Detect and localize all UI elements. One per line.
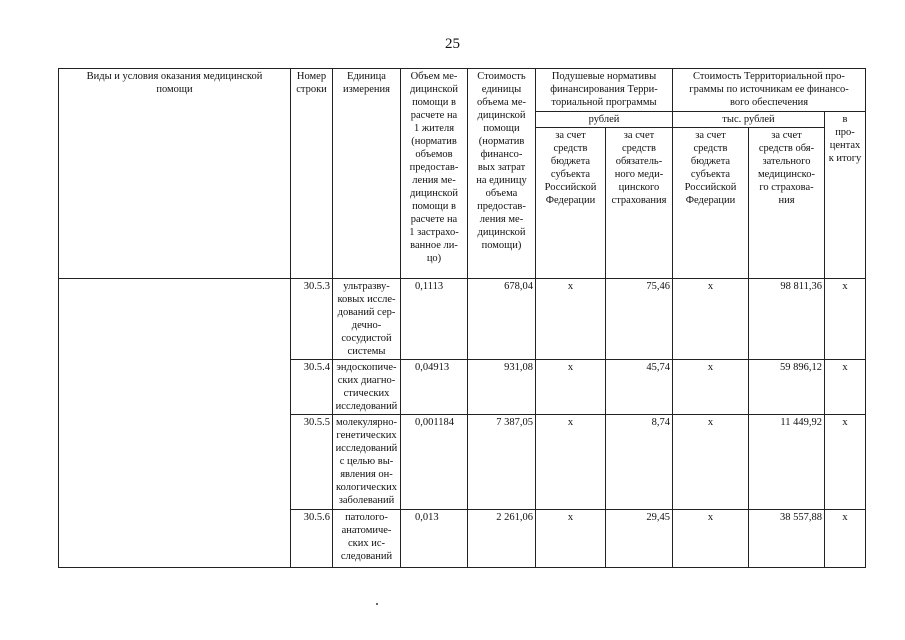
header-percent-cell: [825, 112, 866, 279]
row-number: 30.5.4: [291, 360, 333, 415]
row-budget-total: x: [673, 360, 749, 415]
row-unit: молекулярно- генетических исследований с целью вы- явления он- кологических заболеваний: [333, 415, 401, 510]
row-volume: 0,04913: [401, 360, 468, 415]
row-budget: x: [536, 415, 606, 510]
row-insurance: 29,45: [606, 510, 673, 568]
header-per-capita-norms: Подушевые нормативы финансирования Терри- ториальной программы: [536, 69, 673, 112]
scan-speck: [376, 603, 378, 605]
header-volume: Объем ме- дицинской помощи в расчете на 1 жителя (норматив объемов предостав- ления ме- дицинской помощи в расчете на 1 застрахо- ванное ли- цо): [401, 69, 468, 279]
header-budget-funds-total: за счет средств бюджета субъекта Российской Федерации: [673, 128, 749, 279]
header-budget-funds: за счет средств бюджета субъекта Российской Федерации: [536, 128, 606, 279]
row-budget-total: x: [673, 279, 749, 360]
header-unit: Единица измерения: [333, 69, 401, 279]
header-unit-cost: Стоимость единицы объема ме- дицинской помощи (норматив финансо- вых затрат на единицу объема предостав- ления ме- дицинской помощи): [468, 69, 536, 279]
header-unit-thousand-rubles: тыс. рублей: [673, 112, 825, 128]
header-territorial-program-cost: Стоимость Территориальной про- граммы по источникам ее финансо- вого обеспечения: [673, 69, 866, 112]
row-volume: 0,001184: [401, 415, 468, 510]
row-number: 30.5.6: [291, 510, 333, 568]
row-insurance: 8,74: [606, 415, 673, 510]
header-unit-rubles: рублей: [536, 112, 673, 128]
row-insurance-total: 11 449,92: [749, 415, 825, 510]
header-insurance-funds-total: за счет средств обя- зательного медицинско- го страхова- ния: [749, 128, 825, 279]
row-percent: x: [825, 279, 866, 360]
table-row: [59, 279, 866, 360]
header-percent-top: в: [842, 114, 848, 125]
row-insurance: 45,74: [606, 360, 673, 415]
header-types-of-care: Виды и условия оказания медицинской помощи: [59, 69, 291, 279]
row-unit-cost: 931,08: [468, 360, 536, 415]
row-volume: 0,1113: [401, 279, 468, 360]
types-of-care-cell: [59, 279, 291, 568]
header-row-number: Номер строки: [291, 69, 333, 279]
row-budget: x: [536, 279, 606, 360]
row-percent: x: [825, 360, 866, 415]
row-unit-cost: 7 387,05: [468, 415, 536, 510]
row-insurance-total: 59 896,12: [749, 360, 825, 415]
row-budget-total: x: [673, 415, 749, 510]
header-row-1: [59, 69, 866, 112]
row-number: 30.5.3: [291, 279, 333, 360]
row-budget: x: [536, 510, 606, 568]
row-unit: ультразву- ковых иссле- дований сер- дечно- сосудистой системы: [333, 279, 401, 360]
row-budget-total: x: [673, 510, 749, 568]
header-percent: про- центах к итогу: [828, 127, 862, 164]
row-budget: x: [536, 360, 606, 415]
page-number: 25: [445, 36, 460, 52]
row-insurance-total: 38 557,88: [749, 510, 825, 568]
row-insurance-total: 98 811,36: [749, 279, 825, 360]
row-unit: эндоскопиче- ских диагно- стических исследований: [333, 360, 401, 415]
row-unit-cost: 678,04: [468, 279, 536, 360]
row-percent: x: [825, 415, 866, 510]
header-insurance-funds: за счет средств обязатель- ного меди- цинского страхования: [606, 128, 673, 279]
row-percent: x: [825, 510, 866, 568]
row-unit-cost: 2 261,06: [468, 510, 536, 568]
row-number: 30.5.5: [291, 415, 333, 510]
financing-table: [58, 68, 866, 568]
row-volume: 0,013: [401, 510, 468, 568]
row-insurance: 75,46: [606, 279, 673, 360]
row-unit: патолого- анатомиче- ских ис- следований: [333, 510, 401, 568]
